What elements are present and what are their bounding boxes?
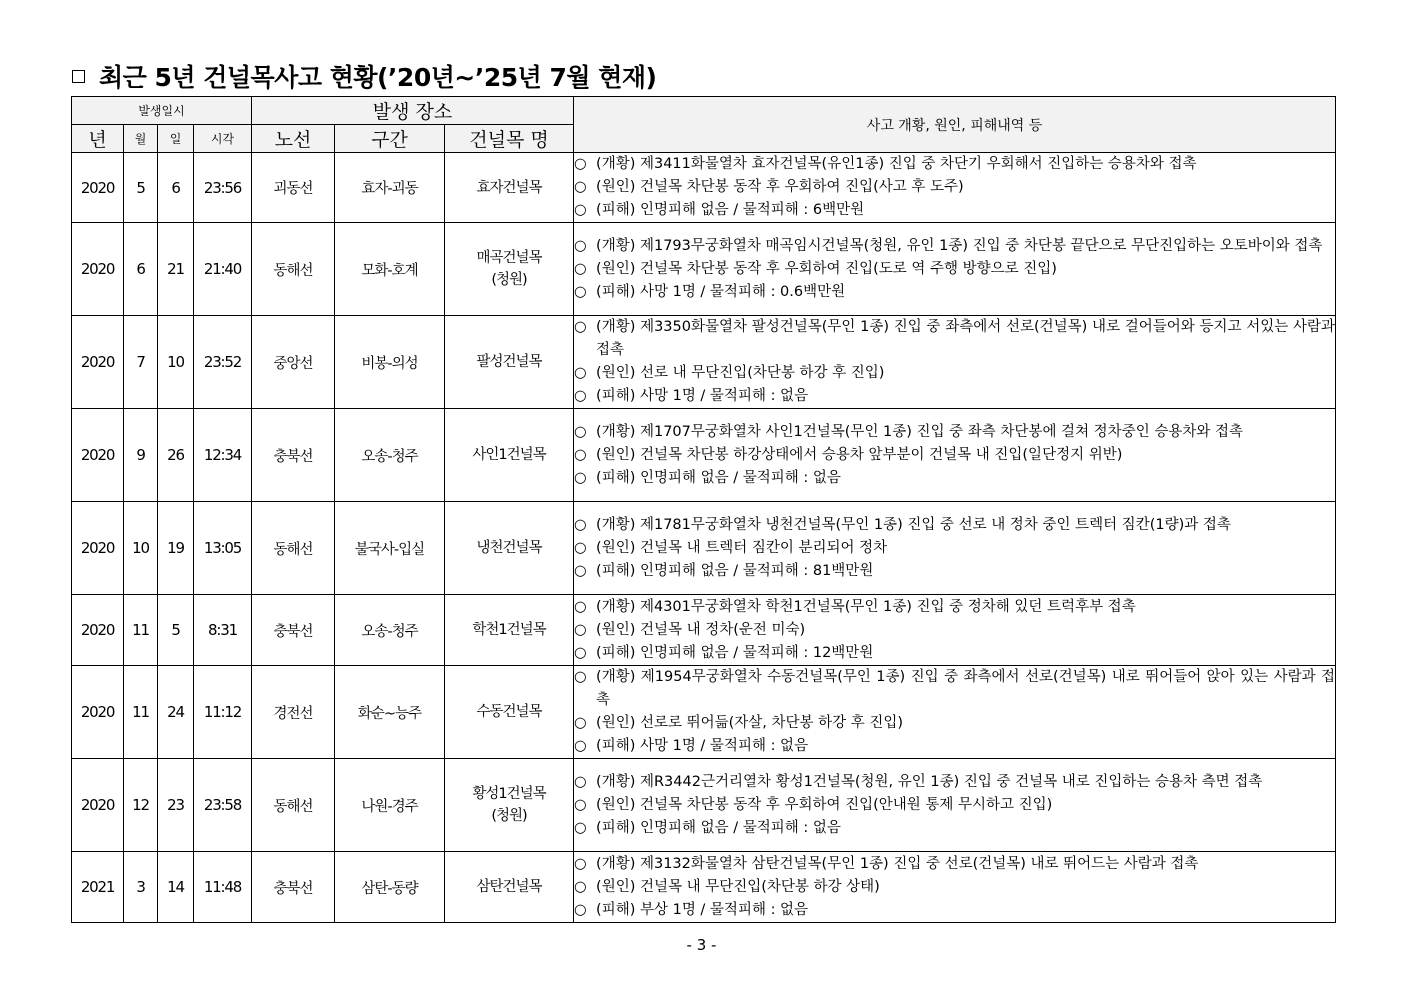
detail-text: (개황) 제1954무궁화열차 수동건널목(무인 1종) 진입 중 좌측에서 선로(건널목) 내로 뛰어들어 앉아 있는 사람과 접촉 xyxy=(596,669,1336,708)
cell-line: 충북선 xyxy=(252,409,335,502)
circle-bullet-icon: ○ xyxy=(574,283,587,300)
crossing-name-line: 매곡건널목 xyxy=(476,250,542,266)
circle-bullet-icon: ○ xyxy=(574,516,587,533)
table-row xyxy=(72,759,1336,852)
crossing-name-line: 냉천건널목 xyxy=(476,540,542,556)
detail-line xyxy=(574,537,1335,560)
cell-line: 경전선 xyxy=(252,666,335,759)
cell-line: 동해선 xyxy=(252,502,335,595)
detail-line xyxy=(574,560,1335,583)
detail-line xyxy=(574,817,1335,840)
cell-crossing-name xyxy=(445,595,574,666)
circle-bullet-icon: ○ xyxy=(574,669,587,685)
detail-text: (피해) 인명피해 없음 / 물적피해 : 12백만원 xyxy=(596,644,874,661)
document-title-text: 최근 5년 건널목사고 현황(’20년∼’25년 7월 현재) xyxy=(99,63,657,92)
cell-month: 11 xyxy=(124,595,158,666)
circle-bullet-icon: ○ xyxy=(574,598,587,615)
cell-details xyxy=(574,852,1336,923)
cell-year: 2020 xyxy=(72,666,124,759)
cell-line: 괴동선 xyxy=(252,153,335,223)
detail-text: (원인) 건널목 내 트렉터 짐칸이 분리되어 정차 xyxy=(596,539,888,556)
circle-bullet-icon: ○ xyxy=(574,179,587,195)
cell-time: 12:34 xyxy=(194,409,252,502)
square-bullet-icon xyxy=(72,70,85,83)
cell-year: 2020 xyxy=(72,409,124,502)
header-year: 년 xyxy=(72,125,124,153)
cell-details xyxy=(574,595,1336,666)
table-row xyxy=(72,153,1336,223)
detail-line xyxy=(574,176,1335,199)
cell-crossing-name xyxy=(445,223,574,316)
circle-bullet-icon: ○ xyxy=(574,773,587,790)
table-row xyxy=(72,316,1336,409)
table-row xyxy=(72,223,1336,316)
cell-details xyxy=(574,409,1336,502)
crossing-name-line: 팔성건널목 xyxy=(476,354,542,370)
cell-month: 10 xyxy=(124,502,158,595)
table-row xyxy=(72,409,1336,502)
circle-bullet-icon: ○ xyxy=(574,469,587,486)
cell-details xyxy=(574,316,1336,409)
detail-line xyxy=(574,199,1335,222)
cell-crossing-name xyxy=(445,153,574,223)
circle-bullet-icon: ○ xyxy=(574,423,587,440)
detail-text: (개황) 제1793무궁화열차 매곡임시건널목(청원, 유인 1종) 진입 중 차단봉 끝단으로 무단진입하는 오토바이와 접촉 xyxy=(596,237,1323,254)
detail-text: (원인) 선로 내 무단진입(차단봉 하강 후 진입) xyxy=(596,365,885,381)
detail-text: (피해) 사망 1명 / 물적피해 : 없음 xyxy=(596,738,809,754)
detail-text: (피해) 부상 1명 / 물적피해 : 없음 xyxy=(596,901,809,918)
crossing-name-line: 황성1건널목 xyxy=(472,786,546,802)
table-header xyxy=(72,97,1336,153)
cell-day: 21 xyxy=(158,223,194,316)
detail-line xyxy=(574,467,1335,490)
detail-line xyxy=(574,735,1335,758)
cell-line: 충북선 xyxy=(252,595,335,666)
detail-text: (개황) 제3350화물열차 팔성건널목(무인 1종) 진입 중 좌측에서 선로(건널목) 내로 걸어들어와 등지고 서있는 사람과 접촉 xyxy=(596,319,1336,358)
cell-day: 10 xyxy=(158,316,194,409)
header-line: 노선 xyxy=(252,125,335,153)
header-occurrence-date: 발생일시 xyxy=(72,97,252,125)
cell-section: 나원-경주 xyxy=(335,759,445,852)
detail-line xyxy=(574,619,1335,642)
detail-line xyxy=(574,281,1335,304)
header-occurrence-place: 발생 장소 xyxy=(252,97,574,125)
circle-bullet-icon: ○ xyxy=(574,237,587,254)
circle-bullet-icon: ○ xyxy=(574,644,587,661)
cell-details xyxy=(574,223,1336,316)
circle-bullet-icon: ○ xyxy=(574,738,587,754)
cell-crossing-name xyxy=(445,759,574,852)
circle-bullet-icon: ○ xyxy=(574,796,587,813)
detail-text: (피해) 인명피해 없음 / 물적피해 : 없음 xyxy=(596,469,841,486)
cell-crossing-name xyxy=(445,852,574,923)
circle-bullet-icon: ○ xyxy=(574,621,587,638)
header-month: 월 xyxy=(124,125,158,153)
detail-line xyxy=(574,362,1335,385)
cell-crossing-name xyxy=(445,316,574,409)
cell-year: 2021 xyxy=(72,852,124,923)
table-body xyxy=(72,153,1336,923)
cell-day: 14 xyxy=(158,852,194,923)
detail-text: (피해) 인명피해 없음 / 물적피해 : 81백만원 xyxy=(596,562,874,579)
detail-text: (개황) 제4301무궁화열차 학천1건널목(무인 1종) 진입 중 정차해 있던 트럭후부 접촉 xyxy=(596,598,1136,615)
cell-section: 삼탄-동량 xyxy=(335,852,445,923)
detail-line xyxy=(574,235,1335,258)
table-row xyxy=(72,595,1336,666)
cell-line: 충북선 xyxy=(252,852,335,923)
circle-bullet-icon: ○ xyxy=(574,878,587,895)
cell-details xyxy=(574,502,1336,595)
detail-text: (원인) 건널목 내 정차(운전 미숙) xyxy=(596,621,806,638)
detail-line xyxy=(574,771,1335,794)
detail-line xyxy=(574,385,1335,408)
cell-time: 8:31 xyxy=(194,595,252,666)
table-row xyxy=(72,502,1336,595)
circle-bullet-icon: ○ xyxy=(574,901,587,918)
detail-text: (피해) 인명피해 없음 / 물적피해 : 6백만원 xyxy=(596,202,865,218)
circle-bullet-icon: ○ xyxy=(574,156,587,172)
header-crossing-name: 건널목 명 xyxy=(445,125,574,153)
detail-line xyxy=(574,666,1335,712)
cell-year: 2020 xyxy=(72,595,124,666)
page-number: - 3 - xyxy=(686,936,717,954)
cell-section: 효자-괴동 xyxy=(335,153,445,223)
cell-time: 23:52 xyxy=(194,316,252,409)
detail-text: (개황) 제1781무궁화열차 냉천건널목(무인 1종) 진입 중 선로 내 정차 중인 트렉터 짐칸(1량)과 접촉 xyxy=(596,516,1231,533)
detail-text: (개황) 제3411화물열차 효자건널목(유인1종) 진입 중 차단기 우회해서 진입하는 승용차와 접촉 xyxy=(596,156,1197,172)
detail-text: (개황) 제R3442근거리열차 황성1건널목(청원, 유인 1종) 진입 중 건널목 내로 진입하는 승용차 측면 접촉 xyxy=(596,773,1263,790)
cell-month: 12 xyxy=(124,759,158,852)
cell-section: 모화-호계 xyxy=(335,223,445,316)
cell-day: 5 xyxy=(158,595,194,666)
cell-crossing-name xyxy=(445,502,574,595)
circle-bullet-icon: ○ xyxy=(574,819,587,836)
cell-line: 동해선 xyxy=(252,223,335,316)
cell-day: 23 xyxy=(158,759,194,852)
detail-line xyxy=(574,712,1335,735)
crossing-name-line: (청원) xyxy=(491,272,527,288)
circle-bullet-icon: ○ xyxy=(574,539,587,556)
cell-section: 불국사-입실 xyxy=(335,502,445,595)
crossing-name-line: 사인1건널목 xyxy=(472,447,546,463)
detail-line xyxy=(574,514,1335,537)
cell-time: 21:40 xyxy=(194,223,252,316)
cell-month: 9 xyxy=(124,409,158,502)
cell-details xyxy=(574,759,1336,852)
cell-year: 2020 xyxy=(72,759,124,852)
detail-text: (원인) 건널목 내 무단진입(차단봉 하강 상태) xyxy=(596,878,880,895)
crossing-name-line: 수동건널목 xyxy=(476,704,542,720)
cell-section: 화순~능주 xyxy=(335,666,445,759)
crossing-name-line: 효자건널목 xyxy=(476,179,542,196)
cell-year: 2020 xyxy=(72,502,124,595)
detail-text: (원인) 건널목 차단봉 동작 후 우회하여 진입(안내원 통제 무시하고 진입) xyxy=(596,796,1053,813)
circle-bullet-icon: ○ xyxy=(574,260,587,277)
circle-bullet-icon: ○ xyxy=(574,202,587,218)
detail-text: (피해) 인명피해 없음 / 물적피해 : 없음 xyxy=(596,819,841,836)
cell-year: 2020 xyxy=(72,153,124,223)
cell-year: 2020 xyxy=(72,316,124,409)
detail-line xyxy=(574,876,1335,899)
header-time: 시각 xyxy=(194,125,252,153)
detail-line xyxy=(574,853,1335,876)
cell-section: 오송-청주 xyxy=(335,595,445,666)
cell-month: 6 xyxy=(124,223,158,316)
cell-month: 3 xyxy=(124,852,158,923)
detail-line xyxy=(574,258,1335,281)
circle-bullet-icon: ○ xyxy=(574,855,587,872)
circle-bullet-icon: ○ xyxy=(574,365,587,381)
detail-text: (개황) 제3132화물열차 삼탄건널목(무인 1종) 진입 중 선로(건널목) 내로 뛰어드는 사람과 접촉 xyxy=(596,855,1199,872)
cell-time: 23:58 xyxy=(194,759,252,852)
cell-day: 24 xyxy=(158,666,194,759)
detail-text: (원인) 선로로 뛰어듦(자살, 차단봉 하강 후 진입) xyxy=(596,715,904,731)
header-summary: 사고 개황, 원인, 피해내역 등 xyxy=(574,97,1336,153)
circle-bullet-icon: ○ xyxy=(574,446,587,463)
cell-crossing-name xyxy=(445,409,574,502)
cell-details xyxy=(574,666,1336,759)
cell-day: 6 xyxy=(158,153,194,223)
cell-month: 5 xyxy=(124,153,158,223)
cell-line: 동해선 xyxy=(252,759,335,852)
cell-year: 2020 xyxy=(72,223,124,316)
circle-bullet-icon: ○ xyxy=(574,562,587,579)
detail-text: (피해) 사망 1명 / 물적피해 : 없음 xyxy=(596,388,809,404)
document-title xyxy=(72,58,656,94)
cell-day: 26 xyxy=(158,409,194,502)
table-row xyxy=(72,852,1336,923)
crossing-name-line: 학천1건널목 xyxy=(472,622,546,638)
detail-line xyxy=(574,642,1335,665)
cell-crossing-name xyxy=(445,666,574,759)
detail-line xyxy=(574,794,1335,817)
cell-time: 11:48 xyxy=(194,852,252,923)
cell-month: 7 xyxy=(124,316,158,409)
cell-month: 11 xyxy=(124,666,158,759)
detail-text: (개황) 제1707무궁화열차 사인1건널목(무인 1종) 진입 중 좌측 차단봉에 걸쳐 정차중인 승용차와 접촉 xyxy=(596,423,1243,440)
accident-table xyxy=(71,96,1336,923)
cell-section: 오송-청주 xyxy=(335,409,445,502)
detail-text: (피해) 사망 1명 / 물적피해 : 0.6백만원 xyxy=(596,283,846,300)
cell-details xyxy=(574,153,1336,223)
crossing-name-line: 삼탄건널목 xyxy=(476,879,542,895)
circle-bullet-icon: ○ xyxy=(574,388,587,404)
detail-line xyxy=(574,444,1335,467)
detail-text: (원인) 건널목 차단봉 동작 후 우회하여 진입(사고 후 도주) xyxy=(596,179,964,195)
circle-bullet-icon: ○ xyxy=(574,319,587,335)
header-section: 구간 xyxy=(335,125,445,153)
detail-text: (원인) 건널목 차단봉 동작 후 우회하여 진입(도로 역 주행 방향으로 진입) xyxy=(596,260,1057,277)
cell-line: 중앙선 xyxy=(252,316,335,409)
cell-section: 비봉-의성 xyxy=(335,316,445,409)
crossing-name-line: (청원) xyxy=(491,808,527,824)
cell-time: 11:12 xyxy=(194,666,252,759)
detail-line xyxy=(574,421,1335,444)
circle-bullet-icon: ○ xyxy=(574,715,587,731)
table-row xyxy=(72,666,1336,759)
cell-day: 19 xyxy=(158,502,194,595)
detail-line xyxy=(574,153,1335,176)
detail-text: (원인) 건널목 차단봉 하강상태에서 승용차 앞부분이 건널목 내 진입(일단정지 위반) xyxy=(596,446,1123,463)
detail-line xyxy=(574,596,1335,619)
cell-time: 23:56 xyxy=(194,153,252,223)
cell-time: 13:05 xyxy=(194,502,252,595)
detail-line xyxy=(574,899,1335,922)
detail-line xyxy=(574,316,1335,362)
header-day: 일 xyxy=(158,125,194,153)
